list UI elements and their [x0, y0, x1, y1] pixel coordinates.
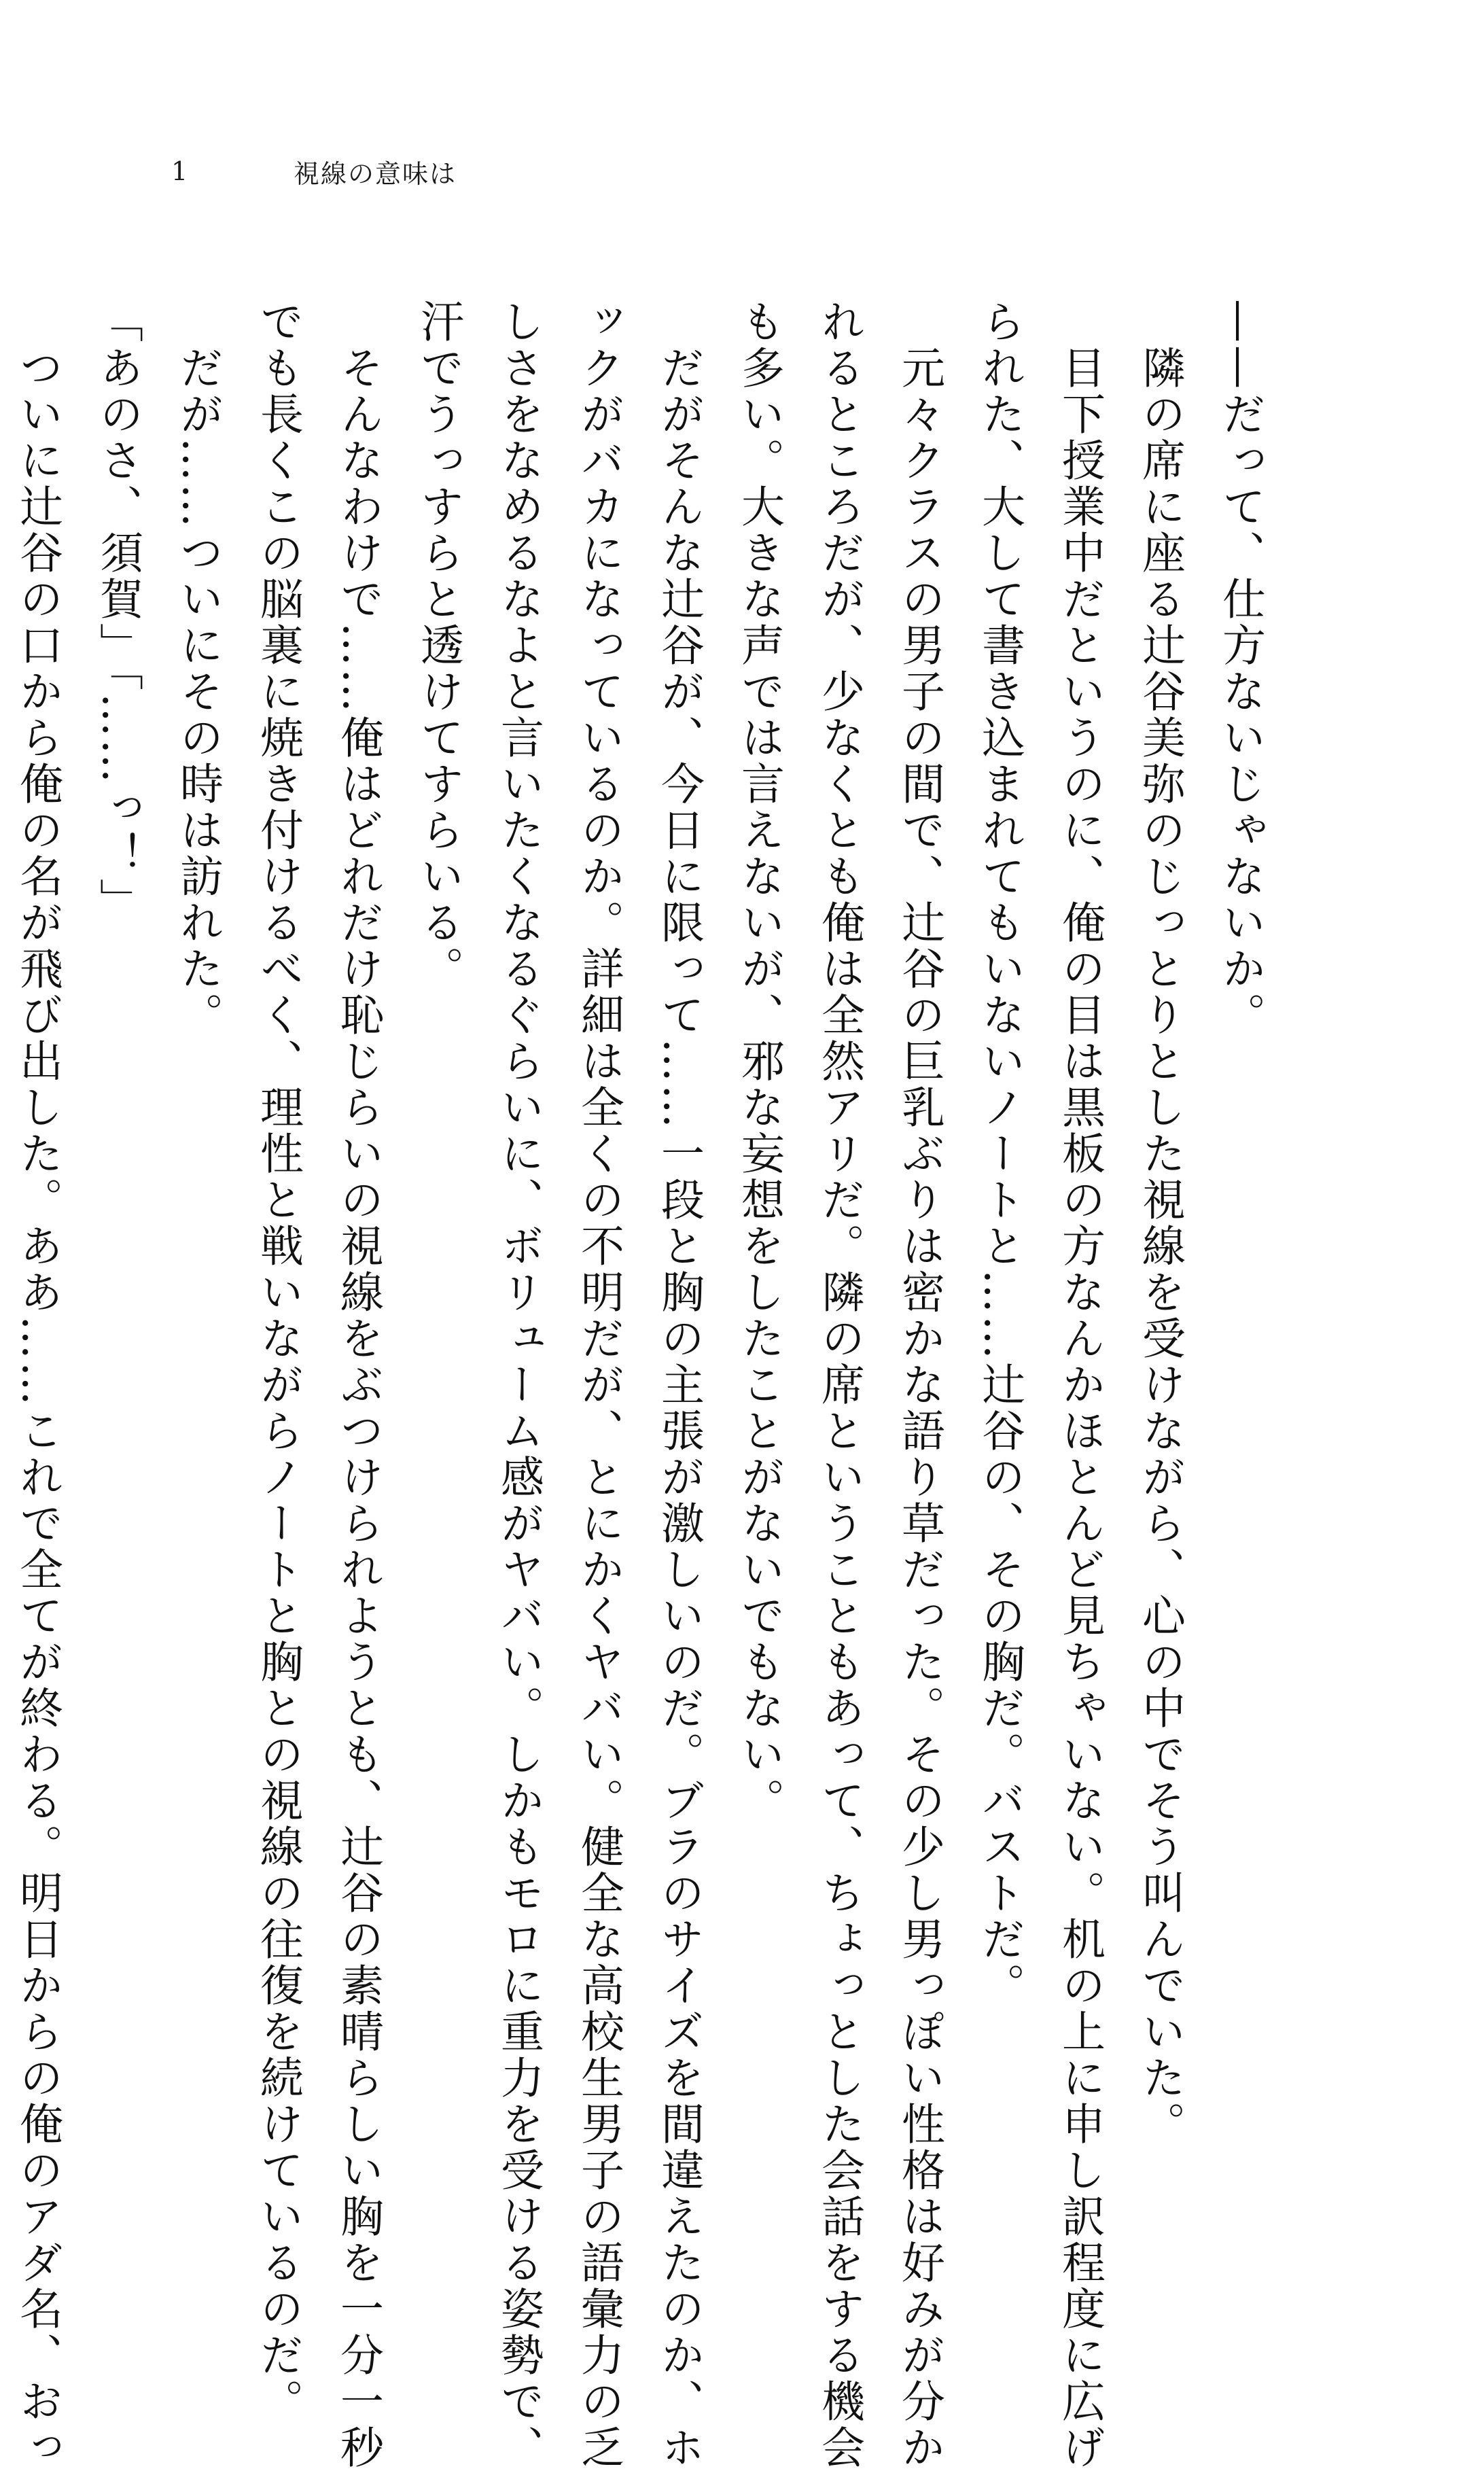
text-line: ックがバカになっているのか。詳細は全くの不明だが、とにかくヤバい。健全な高校生男子の語彙力の乏: [573, 299, 624, 2471]
novel-body-text: [12, 299, 1280, 2471]
chapter-title: 視線の意味は: [294, 158, 457, 189]
text-line: だがそんな辻谷が、今日に限って……一段と胸の主張が激しいのだ。ブラのサイズを間違えたのか、ホ: [654, 299, 704, 2471]
text-line: 隣の席に座る辻谷美弥のじっとりとした視線を受けながら、心の中でそう叫んでいた。: [1135, 299, 1185, 2148]
text-line: られた、大して書き込まれてもいないノートと……辻谷の、その胸だ。バストだ。: [974, 299, 1025, 2009]
text-line: そんなわけで……俺はどれだけ恥じらいの視線をぶつけられようとも、辻谷の素晴らしい胸を一分一秒: [333, 299, 383, 2471]
text-line: れるところだが、少なくとも俺は全然アリだ。隣の席ということもあって、ちょっとした会話をする機会: [814, 299, 864, 2471]
text-line: しさをなめるなよと言いたくなるぐらいに、ボリューム感がヤバい。しかもモロに重力を受ける姿勢で、: [493, 299, 544, 2471]
page-number: 1: [171, 156, 188, 186]
text-line: 汗でうっすらと透けてすらいる。: [413, 299, 463, 992]
text-line: 目下授業中だというのに、俺の目は黒板の方なんかほとんど見ちゃいない。机の上に申し訳程度に広げ: [1055, 299, 1105, 2471]
text-line: 「あのさ、須賀」「……っ！」: [92, 299, 143, 924]
running-header: [171, 151, 457, 192]
text-line: でも長くこの脳裏に焼き付けるべく、理性と戦いながらノートと胸との視線の往復を続けているのだ。: [253, 299, 303, 2425]
text-line: ついに辻谷の口から俺の名が飛び出した。ああ……これで全てが終わる。明日からの俺のアダ名、おっ: [12, 299, 63, 2471]
text-line: ——だって、仕方ないじゃないか。: [1215, 299, 1265, 1038]
text-line: も多い。大きな声では言えないが、邪な妄想をしたことがないでもない。: [734, 299, 784, 1824]
text-line: だが……ついにその時は訪れた。: [173, 299, 223, 1038]
text-line: 元々クラスの男子の間で、辻谷の巨乳ぶりは密かな語り草だった。その少し男っぽい性格は好みが分か: [894, 299, 944, 2471]
